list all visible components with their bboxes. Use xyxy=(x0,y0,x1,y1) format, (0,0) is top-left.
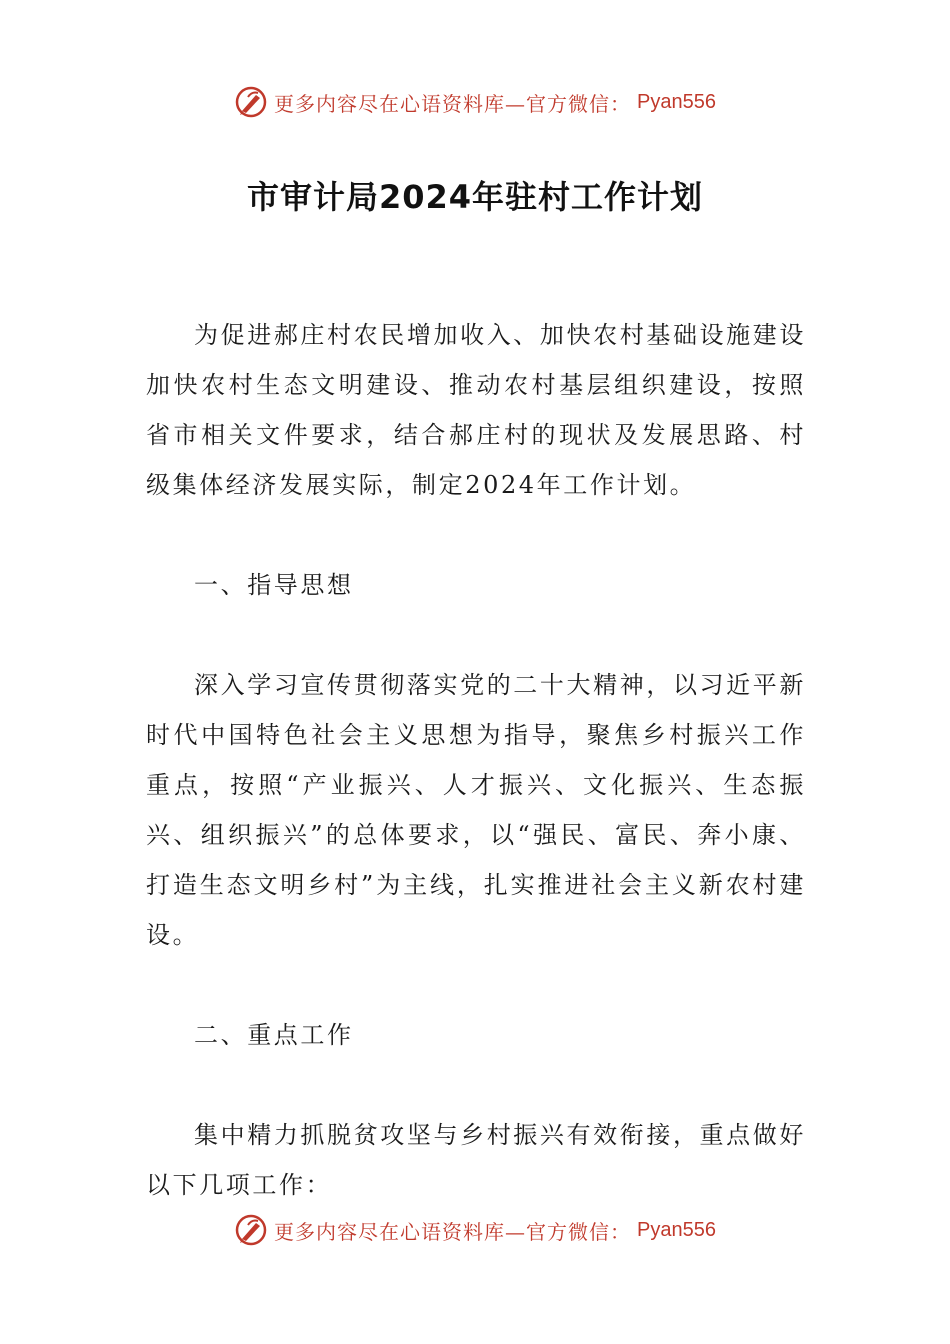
key-work-paragraph: 集中精力抓脱贫攻坚与乡村振兴有效衔接，重点做好以下几项工作： xyxy=(146,1121,806,1199)
watermark-wechat-id: Pyan556 xyxy=(637,1218,716,1241)
watermark-text: 更多内容尽在心语资料库—官方微信： xyxy=(274,91,632,116)
footer-watermark xyxy=(0,1210,950,1250)
header-watermark xyxy=(0,82,950,122)
watermark-wechat-id: Pyan556 xyxy=(637,90,716,113)
pen-logo-icon xyxy=(234,85,268,119)
pen-logo-icon xyxy=(234,1213,268,1247)
document-title: 市审计局2024年驻村工作计划 xyxy=(246,178,704,216)
intro-paragraph: 为促进郝庄村农民增加收入、加快农村基础设施建设加快农村生态文明建设、推动农村基层组织建设，按照省市相关文件要求，结合郝庄村的现状及发展思路、村级集体经济发展实际，制定2024年工作计划。 xyxy=(146,321,806,499)
section-heading-guiding-ideology: 一、指导思想 xyxy=(194,571,354,599)
document-body xyxy=(146,310,806,1210)
section-heading-key-work: 二、重点工作 xyxy=(194,1021,354,1049)
watermark-text: 更多内容尽在心语资料库—官方微信： xyxy=(274,1219,632,1244)
guiding-ideology-paragraph: 深入学习宣传贯彻落实党的二十大精神，以习近平新时代中国特色社会主义思想为指导，聚焦乡村振兴工作重点，按照“产业振兴、人才振兴、文化振兴、生态振兴、组织振兴”的总体要求，以“强民、富民、奔小康、打造生态文明乡村”为主线，扎实推进社会主义新农村建设。 xyxy=(146,671,806,949)
